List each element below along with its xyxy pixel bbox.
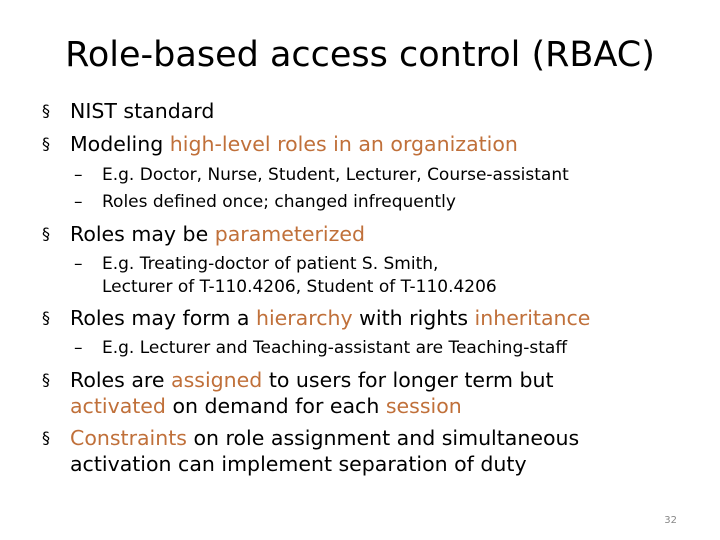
sub-bullet-roles-defined: – Roles defined once; changed infrequently — [74, 192, 456, 212]
sub-bullet-hierarchy-example: – E.g. Lecturer and Teaching-assistant are Teaching-staff — [74, 338, 568, 358]
slide-title: Role-based access control (RBAC) — [65, 35, 655, 75]
dash-marker: – — [74, 192, 83, 212]
bullet-modeling-roles: § Modeling high-level roles in an organization — [42, 132, 518, 156]
dash-marker: – — [74, 165, 83, 185]
bullet-marker: § — [42, 308, 50, 327]
dash-marker: – — [74, 338, 83, 358]
bullet-marker: § — [42, 370, 50, 389]
bullet-marker: § — [42, 134, 50, 153]
bullet-nist-standard: § NIST standard — [42, 99, 215, 123]
bullet-marker: § — [42, 428, 50, 447]
bullet-marker: § — [42, 224, 50, 243]
slide-number: 32 — [664, 515, 677, 526]
sub-bullet-parameterized-example: – E.g. Treating-doctor of patient S. Smith, Lecturer of T-110.4206, Student of T-110.4206 — [74, 254, 497, 297]
bullet-assigned-activated: § Roles are assigned to users for longer term but activated on demand for each session — [42, 368, 554, 418]
dash-marker: – — [74, 254, 83, 274]
bullet-hierarchy: § Roles may form a hierarchy with rights inheritance — [42, 306, 591, 330]
sub-bullet-role-examples: – E.g. Doctor, Nurse, Student, Lecturer, Course-assistant — [74, 165, 569, 185]
bullet-constraints: § Constraints on role assignment and simultaneous activation can implement separation of duty — [42, 426, 580, 476]
bullet-parameterized: § Roles may be parameterized — [42, 222, 366, 246]
bullet-marker: § — [42, 101, 50, 120]
